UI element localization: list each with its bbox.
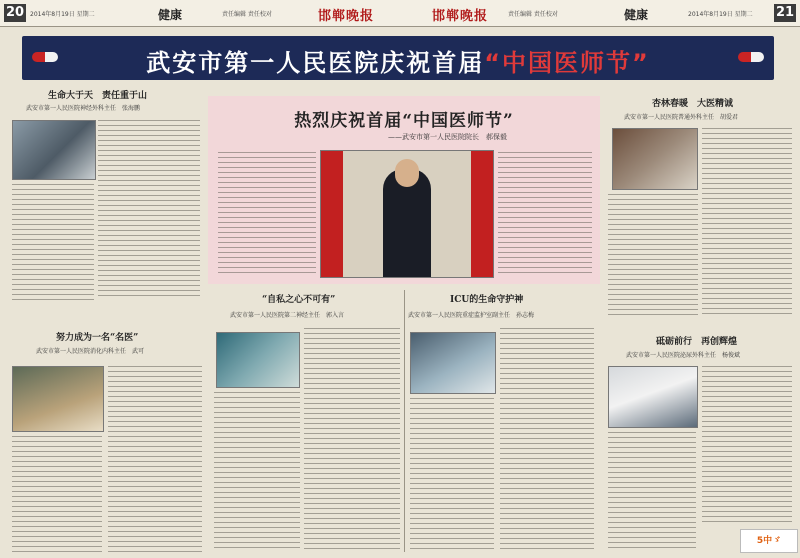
article-text-block <box>608 194 698 318</box>
article-text-block <box>98 120 200 300</box>
article-text-block <box>702 366 792 526</box>
person-face <box>395 159 419 187</box>
section-right: 健康 <box>624 8 649 22</box>
date-left: 2014年8月19日 星期二 <box>30 11 95 18</box>
article-text-block <box>108 366 202 552</box>
column-rule <box>404 290 405 552</box>
page-header <box>0 0 800 27</box>
section-left: 健康 <box>158 8 183 22</box>
article-text-block <box>12 184 94 300</box>
article-text-block <box>304 328 400 552</box>
article-byline: 武安市第一人民医院重症监护室副主任 孙志梅 <box>408 312 535 319</box>
page-number-right: 21 <box>775 5 795 20</box>
article-headline: 杏林春暖 大医精诚 <box>652 99 734 109</box>
article-photo <box>216 332 300 388</box>
feature-box <box>208 96 600 284</box>
article-text-block <box>218 152 316 274</box>
director-photo <box>320 150 494 278</box>
article-headline: 生命大于天 责任重于山 <box>48 91 148 101</box>
article-photo <box>608 366 698 428</box>
article-byline: 武安市第一人民医院泌尿外科主任 杨俊斌 <box>626 352 741 359</box>
edit-left: 责任编辑 责任校对 <box>222 11 272 18</box>
article-headline: ICU的生命守护神 <box>450 295 524 305</box>
article-text-block <box>410 398 494 552</box>
article-photo <box>12 366 104 432</box>
article-text-block <box>500 328 594 552</box>
date-right: 2014年8月19日 星期二 <box>688 11 753 18</box>
article-byline: 武安市第一人民医院神经外科主任 张海鹏 <box>26 105 141 112</box>
banner-title-highlight: “中国医师节” <box>484 49 650 77</box>
title-banner <box>22 36 774 80</box>
article-photo <box>612 128 698 190</box>
watermark-logo: 5中ゞ <box>740 529 798 553</box>
banner-title-main: 武安市第一人民医院庆祝首届 <box>146 49 485 77</box>
masthead-right: 邯郸晚报 <box>432 9 489 24</box>
feature-byline: ——武安市第一人民医院院长 郝保毅 <box>388 133 507 141</box>
article-text-block <box>214 392 300 552</box>
article-photo <box>12 120 96 180</box>
article-photo <box>410 332 496 394</box>
article-headline: 努力成为一名“名医” <box>56 333 139 343</box>
article-headline: 砥砺前行 再创辉煌 <box>656 337 738 347</box>
article-text-block <box>12 436 102 552</box>
edit-right: 责任编辑 责任校对 <box>508 11 558 18</box>
masthead-left: 邯郸晚报 <box>318 9 375 24</box>
page-number-left: 20 <box>5 5 25 20</box>
article-byline: 武安市第一人民医院消化内科主任 武可 <box>36 348 145 355</box>
article-text-block <box>498 152 592 274</box>
article-text-block <box>702 128 792 318</box>
article-byline: 武安市第一人民医院普通外科主任 胡爱君 <box>624 114 739 121</box>
banner-title <box>22 43 774 78</box>
feature-title: 热烈庆祝首届“中国医师节” <box>294 111 514 131</box>
article-text-block <box>608 432 696 552</box>
article-headline: “自私之心不可有” <box>262 295 336 305</box>
article-byline: 武安市第一人民医院第二神经主任 郭入言 <box>230 312 345 319</box>
